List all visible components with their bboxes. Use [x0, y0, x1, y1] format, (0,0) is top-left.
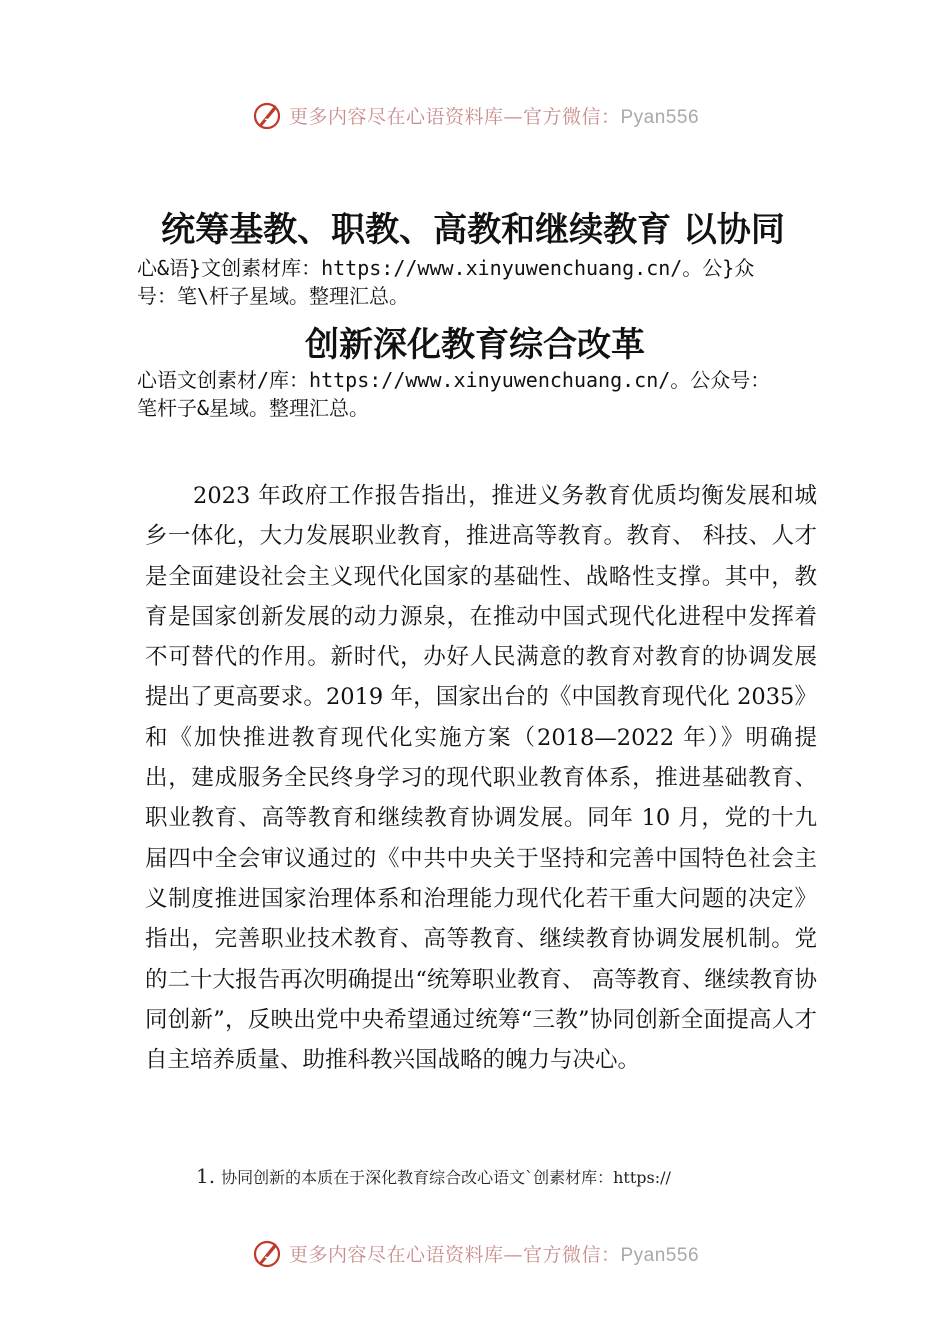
banner-wechat-id: Pyan556: [620, 1244, 700, 1266]
header-banner: [0, 95, 950, 135]
banner-text: [289, 1240, 699, 1267]
list-item-text: 协同创新的本质在于深化教育综合改心语文`创素材库：https://: [221, 1168, 671, 1187]
watermark-note-1-line2: 号：笔\杆子星域。整理汇总。: [137, 284, 410, 308]
body-paragraph: 2023 年政府工作报告指出，推进义务教育优质均衡发展和城乡一体化，大力发展职业教育，推进高等教育。教育、 科技、人才是全面建设社会主义现代化国家的基础性、战略性支撑。其中，教育是国家创新发展的动力源泉，在推动中国式现代化进程中发挥着不可替代的作用。新时代，办好人民满意的教育对教育的协调发展提出了更高要求。2019 年，国家出台的《中国教育现代化 2035》和《加快推进教育现代化实施方案（2018—2022 年）》明确提出，建成服务全民终身学习的现代职业教育体系，推进基础教育、职业教育、高等教育和继续教育协调发展。同年 10 月，党的十九届四中全会审议通过的《中共中央关于坚持和完善中国特色社会主义制度推进国家治理体系和治理能力现代化若干重大问题的决定》指出，完善职业技术教育、高等教育、继续教育协调发展机制。党的二十大报告再次明确提出“统筹职业教育、 高等教育、继续教育协同创新”，反映出党中央希望通过统筹“三教”协同创新全面提高人才自主培养质量、助推科教兴国战略的魄力与决心。: [145, 483, 817, 1074]
banner-label: 更多内容尽在心语资料库—官方微信：: [288, 1243, 621, 1266]
document-title-line2: 创新深化教育综合改革: [305, 325, 645, 365]
banner-wechat-id: Pyan556: [620, 106, 700, 128]
quill-logo-icon: [251, 1237, 283, 1269]
watermark-note-2: [137, 366, 857, 422]
document-body: [145, 476, 817, 1080]
list-item: [196, 1164, 671, 1188]
footer-banner: [0, 1233, 950, 1273]
list-item-number: 1.: [196, 1164, 216, 1188]
quill-logo-icon: [251, 99, 283, 131]
watermark-note-1-line1: 心&语}文创素材库：https://www.xinyuwenchuang.cn/。公}众: [137, 256, 755, 280]
banner-text: [289, 102, 699, 129]
document-title-line1: 统筹基教、职教、高教和继续教育 以协同: [161, 210, 785, 250]
banner-label: 更多内容尽在心语资料库—官方微信：: [288, 105, 621, 128]
watermark-note-2-line1: 心语文创素材/库：https://www.xinyuwenchuang.cn/。公众号：: [137, 368, 771, 392]
watermark-note-1: [137, 254, 857, 310]
watermark-note-2-line2: 笔杆子&星域。整理汇总。: [137, 396, 370, 420]
